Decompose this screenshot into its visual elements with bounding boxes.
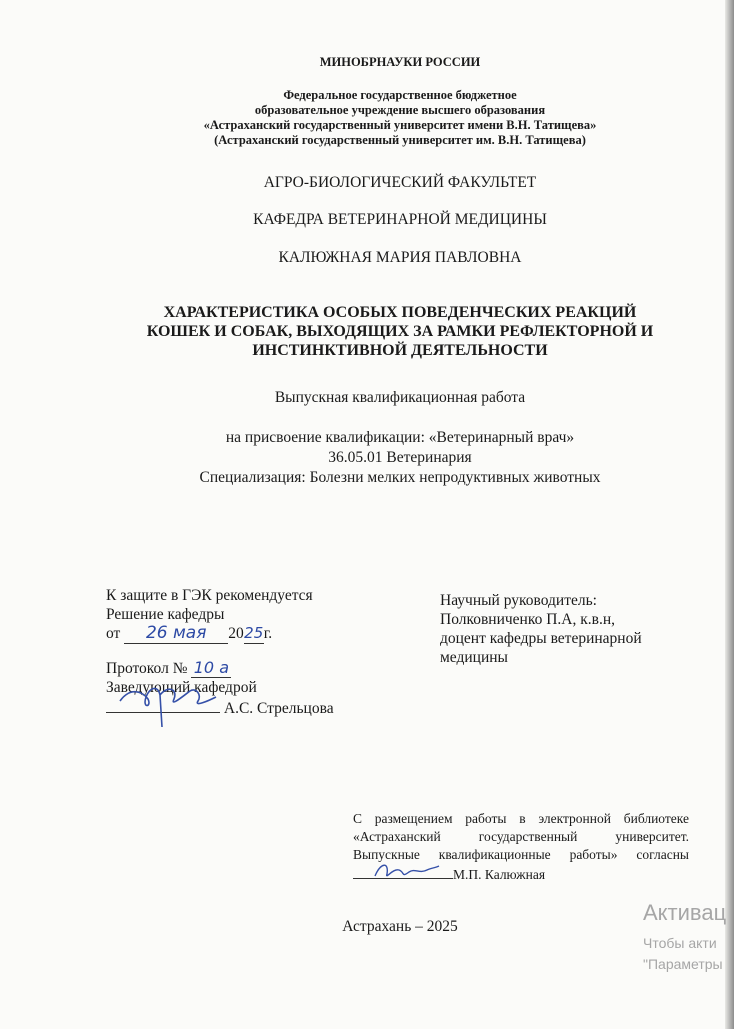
thesis-title-line-1: ХАРАКТЕРИСТИКА ОСОБЫХ ПОВЕДЕНЧЕСКИХ РЕАКЦИЙ (163, 304, 637, 321)
supervisor-label: Научный руководитель: (440, 592, 597, 609)
consent-line-1: С размещением работы в электронной библиотеке (353, 811, 689, 826)
handwritten-year: 25 (244, 624, 264, 642)
defense-recommendation-block (106, 586, 366, 718)
institution-line-1: Федеральное государственное бюджетное (283, 88, 517, 102)
specialty-code: 36.05.01 Ветеринария (328, 449, 472, 466)
handwritten-month: мая (172, 623, 207, 643)
work-type: Выпускная квалификационная работа (274, 389, 526, 406)
thesis-title-line-2: КОШЕК И СОБАК, ВЫХОДЯЩИХ ЗА РАМКИ РЕФЛЕКТОРНОЙ И (146, 323, 654, 340)
faculty-name: АГРО-БИОЛОГИЧЕСКИЙ ФАКУЛЬТЕТ (263, 174, 537, 191)
supervisor-name: Полковниченко П.А, к.в.н, (440, 611, 615, 628)
handwritten-date (124, 624, 228, 644)
page-edge-shadow (725, 0, 734, 1029)
activation-watermark-line-3: "Параметры (643, 956, 723, 972)
consent-signature-underline (353, 864, 453, 879)
specialization: Специализация: Болезни мелких непродуктивных животных (199, 469, 601, 486)
head-label: Заведующий кафедрой (106, 679, 257, 696)
handwritten-day: 26 (145, 623, 168, 643)
institution-line-4: (Астраханский государственный университет им. В.Н. Татищева) (214, 133, 586, 147)
head-signature-line (106, 697, 366, 718)
consent-name: М.П. Калюжная (453, 867, 546, 882)
consent-line-2: «Астраханский государственный университет. (353, 829, 689, 844)
city-year: Астрахань – 2025 (342, 918, 458, 935)
consent-signature-line (353, 864, 689, 884)
protocol-label: Протокол № (106, 660, 188, 677)
qualification: на присвоение квалификации: «Ветеринарный врач» (225, 429, 575, 446)
ministry-header: МИНОБРНАУКИ РОССИИ (319, 55, 481, 69)
thesis-title-line-3: ИНСТИНКТИВНОЙ ДЕЯТЕЛЬНОСТИ (252, 342, 548, 359)
department-name: КАФЕДРА ВЕТЕРИНАРНОЙ МЕДИЦИНЫ (253, 211, 547, 228)
supervisor-position-1: доцент кафедры ветеринарной (440, 630, 642, 647)
activation-watermark-line-2: Чтобы акти (643, 935, 717, 951)
consent-line-3: Выпускные квалификационные работы» согласны (353, 847, 689, 862)
supervisor-position-2: медицины (440, 649, 508, 666)
activation-watermark-title: Активац (643, 900, 727, 925)
date-prefix: от (106, 625, 121, 642)
supervisor-block (440, 591, 680, 667)
author-name: КАЛЮЖНАЯ МАРИЯ ПАВЛОВНА (278, 249, 522, 266)
institution-line-2: образовательное учреждение высшего образования (254, 103, 546, 117)
signature-underline (106, 697, 220, 713)
decision-date (106, 624, 366, 644)
year-prefix: 20 (228, 625, 244, 642)
handwritten-protocol-number: 10 а (191, 658, 231, 678)
author-signature (371, 858, 441, 884)
recommend-text: К защите в ГЭК рекомендуется (106, 587, 313, 604)
library-consent-block (353, 810, 689, 884)
institution-line-3: «Астраханский государственный университет имени В.Н. Татищева» (203, 118, 597, 132)
head-signature (112, 679, 222, 731)
protocol-line (106, 658, 366, 678)
head-name: А.С. Стрельцова (223, 700, 334, 717)
year-end: г. (263, 625, 273, 642)
decision-text: Решение кафедры (106, 606, 225, 623)
